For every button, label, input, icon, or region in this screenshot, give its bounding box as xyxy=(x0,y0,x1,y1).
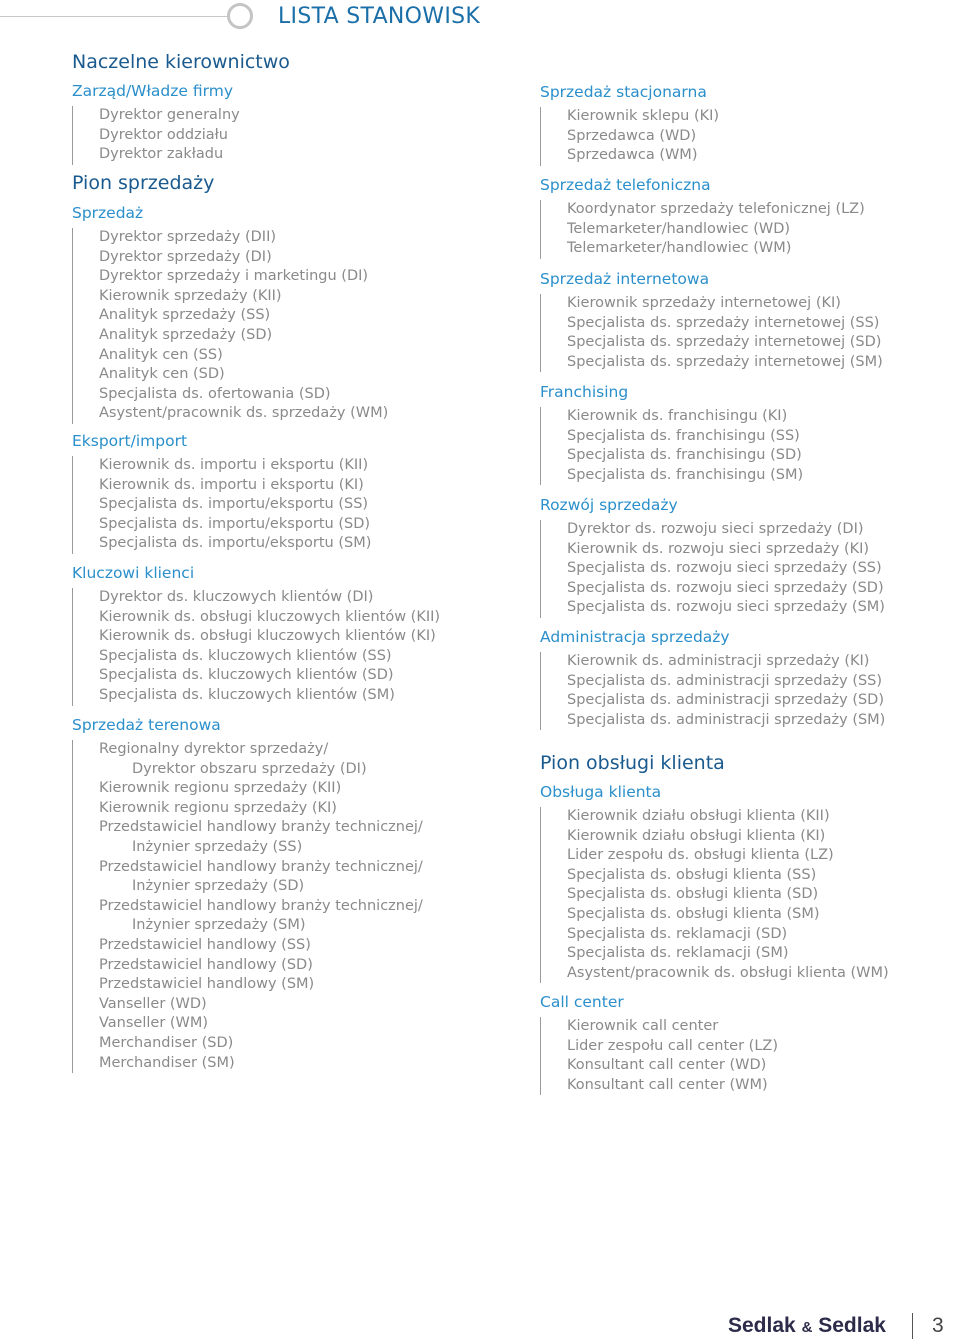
list-item: Kierownik sprzedaży (KII) xyxy=(99,287,282,304)
header-circle-icon xyxy=(227,3,253,29)
list-item: Kierownik ds. obsługi kluczowych klientów (KII) xyxy=(99,608,441,625)
list-item: Specjalista ds. franchisingu (SM) xyxy=(567,466,804,483)
list-item: Specjalista ds. rozwoju sieci sprzedaży (SS) xyxy=(567,560,882,577)
list-item: Specjalista ds. obsługi klienta (SS) xyxy=(567,866,817,883)
list-item: Przedstawiciel handlowy (SS) xyxy=(99,936,311,953)
header-rule xyxy=(0,16,228,17)
list-item: Konsultant call center (WM) xyxy=(567,1076,768,1093)
list-item: Specjalista ds. reklamacji (SD) xyxy=(567,925,788,942)
list-item: Przedstawiciel handlowy branży technicznej/ xyxy=(99,858,423,875)
job-list xyxy=(72,456,371,554)
group-title: Sprzedaż internetowa xyxy=(540,270,710,288)
brand-name: Sedlak xyxy=(728,1314,796,1337)
list-item: Lider zespołu ds. obsługi klienta (LZ) xyxy=(567,847,834,864)
list-item: Specjalista ds. obsługi klienta (SD) xyxy=(567,886,819,903)
list-item: Merchandiser (SM) xyxy=(99,1054,235,1071)
job-group xyxy=(540,269,883,372)
list-item: Merchandiser (SD) xyxy=(99,1034,234,1051)
brand-name: Sedlak xyxy=(818,1314,886,1337)
job-list xyxy=(72,228,388,424)
list-item: Dyrektor generalny xyxy=(99,107,240,123)
job-group xyxy=(540,627,885,730)
section-title: Pion obsługi klienta xyxy=(540,752,725,774)
list-item: Specjalista ds. kluczowych klientów (SS) xyxy=(99,647,392,664)
list-item: Specjalista ds. importu/eksportu (SM) xyxy=(99,535,372,552)
group-title: Obsługa klienta xyxy=(540,783,662,801)
list-item: Przedstawiciel handlowy branży technicznej/ xyxy=(99,897,423,914)
job-list xyxy=(540,652,885,730)
list-item: Kierownik call center xyxy=(567,1018,719,1034)
list-item: Koordynator sprzedaży telefonicznej (LZ) xyxy=(567,201,865,217)
list-item: Analityk cen (SS) xyxy=(99,346,223,363)
list-item: Specjalista ds. administracji sprzedaży (SS) xyxy=(567,672,883,689)
job-group xyxy=(72,715,423,1073)
job-group xyxy=(540,382,803,485)
job-list xyxy=(540,407,803,485)
list-item: Dyrektor ds. rozwoju sieci sprzedaży (DI) xyxy=(567,521,864,537)
group-title: Call center xyxy=(540,993,624,1011)
job-group xyxy=(72,203,388,424)
job-list xyxy=(540,520,885,618)
list-item: Analityk sprzedaży (SD) xyxy=(99,326,273,343)
list-item: Dyrektor obszaru sprzedaży (DI) xyxy=(132,760,367,777)
job-group xyxy=(72,431,371,554)
list-item: Kierownik ds. importu i eksportu (KI) xyxy=(99,476,364,493)
job-list xyxy=(540,1017,778,1095)
list-item: Sprzedawca (WD) xyxy=(567,127,697,144)
list-item: Specjalista ds. administracji sprzedaży (SD) xyxy=(567,692,884,709)
list-item: Specjalista ds. administracji sprzedaży (SM) xyxy=(567,711,886,728)
list-item: Inżynier sprzedaży (SD) xyxy=(132,878,305,895)
list-item: Asystent/pracownik ds. sprzedaży (WM) xyxy=(99,405,389,422)
job-list xyxy=(72,740,423,1073)
group-title: Sprzedaż xyxy=(72,204,144,222)
list-item: Lider zespołu call center (LZ) xyxy=(567,1037,778,1054)
list-item: Specjalista ds. kluczowych klientów (SM) xyxy=(99,686,395,703)
list-item: Kierownik regionu sprzedaży (KI) xyxy=(99,799,337,816)
list-item: Specjalista ds. importu/eksportu (SS) xyxy=(99,496,369,513)
list-item: Specjalista ds. kluczowych klientów (SD) xyxy=(99,667,394,684)
page-number: 3 xyxy=(932,1314,944,1337)
list-item: Telemarketer/handlowiec (WM) xyxy=(567,240,792,257)
list-item: Przedstawiciel handlowy (SD) xyxy=(99,956,313,973)
list-item: Analityk cen (SD) xyxy=(99,366,225,383)
list-item: Dyrektor zakładu xyxy=(99,146,224,163)
list-item: Kierownik regionu sprzedaży (KII) xyxy=(99,780,342,797)
group-title: Eksport/import xyxy=(72,432,188,450)
list-item: Kierownik sprzedaży internetowej (KI) xyxy=(567,295,841,311)
list-item: Dyrektor oddziału xyxy=(99,126,228,143)
list-item: Kierownik ds. importu i eksportu (KII) xyxy=(99,457,369,473)
group-title: Franchising xyxy=(540,383,629,401)
list-item: Kierownik ds. obsługi kluczowych klientów (KI) xyxy=(99,628,436,645)
job-list xyxy=(540,107,719,166)
list-item: Sprzedawca (WM) xyxy=(567,147,698,164)
brand-logo xyxy=(728,1314,886,1338)
group-title: Zarząd/Władze firmy xyxy=(72,82,233,100)
list-item: Kierownik ds. rozwoju sieci sprzedaży (KI) xyxy=(567,540,870,557)
list-item: Specjalista ds. ofertowania (SD) xyxy=(99,385,331,402)
list-item: Regionalny dyrektor sprzedaży/ xyxy=(99,741,329,757)
list-item: Specjalista ds. rozwoju sieci sprzedaży (SD) xyxy=(567,579,884,596)
list-item: Konsultant call center (WD) xyxy=(567,1057,767,1074)
list-item: Specjalista ds. obsługi klienta (SM) xyxy=(567,905,820,922)
list-item: Specjalista ds. importu/eksportu (SD) xyxy=(99,515,371,532)
job-list xyxy=(540,294,883,372)
job-group xyxy=(540,992,778,1095)
list-item: Telemarketer/handlowiec (WD) xyxy=(567,220,791,237)
group-title: Sprzedaż telefoniczna xyxy=(540,176,711,194)
job-list xyxy=(72,106,240,165)
group-title: Sprzedaż terenowa xyxy=(72,716,221,734)
list-item: Specjalista ds. franchisingu (SD) xyxy=(567,447,802,464)
brand-ampersand: & xyxy=(801,1319,813,1336)
list-item: Specjalista ds. sprzedaży internetowej (SM) xyxy=(567,353,883,370)
group-title: Kluczowi klienci xyxy=(72,564,195,582)
job-group xyxy=(540,82,719,166)
list-item: Kierownik sklepu (KI) xyxy=(567,108,720,124)
list-item: Analityk sprzedaży (SS) xyxy=(99,307,271,324)
job-group xyxy=(72,563,440,706)
list-item: Vanseller (WD) xyxy=(99,995,207,1012)
page-title: LISTA STANOWISK xyxy=(278,4,481,29)
list-item: Dyrektor sprzedaży (DII) xyxy=(99,229,277,245)
job-group xyxy=(540,782,889,983)
job-group xyxy=(540,495,885,618)
list-item: Kierownik działu obsługi klienta (KII) xyxy=(567,808,830,824)
group-title: Sprzedaż stacjonarna xyxy=(540,83,707,101)
list-item: Dyrektor sprzedaży (DI) xyxy=(99,248,272,265)
list-item: Dyrektor sprzedaży i marketingu (DI) xyxy=(99,268,369,285)
job-list xyxy=(540,200,865,259)
list-item: Dyrektor ds. kluczowych klientów (DI) xyxy=(99,589,374,605)
group-title: Rozwój sprzedaży xyxy=(540,496,678,514)
list-item: Vanseller (WM) xyxy=(99,1015,209,1032)
list-item: Specjalista ds. franchisingu (SS) xyxy=(567,427,800,444)
list-item: Kierownik ds. franchisingu (KI) xyxy=(567,408,788,424)
list-item: Inżynier sprzedaży (SM) xyxy=(132,917,306,934)
list-item: Specjalista ds. sprzedaży internetowej (SD) xyxy=(567,334,882,351)
group-title: Administracja sprzedaży xyxy=(540,628,730,646)
section-title: Pion sprzedaży xyxy=(72,172,215,194)
list-item: Inżynier sprzedaży (SS) xyxy=(132,838,303,855)
list-item: Przedstawiciel handlowy (SM) xyxy=(99,976,315,993)
list-item: Kierownik działu obsługi klienta (KI) xyxy=(567,827,826,844)
list-item: Specjalista ds. rozwoju sieci sprzedaży (SM) xyxy=(567,599,885,616)
footer-divider xyxy=(912,1313,913,1339)
job-group xyxy=(72,81,240,165)
list-item: Specjalista ds. reklamacji (SM) xyxy=(567,945,789,962)
section-title: Naczelne kierownictwo xyxy=(72,51,290,73)
job-group xyxy=(540,175,865,259)
job-list xyxy=(72,588,440,706)
list-item: Specjalista ds. sprzedaży internetowej (SS) xyxy=(567,314,880,331)
list-item: Kierownik ds. administracji sprzedaży (KI) xyxy=(567,653,870,669)
job-list xyxy=(540,807,889,983)
list-item: Asystent/pracownik ds. obsługi klienta (WM) xyxy=(567,964,889,981)
list-item: Przedstawiciel handlowy branży technicznej/ xyxy=(99,819,423,836)
